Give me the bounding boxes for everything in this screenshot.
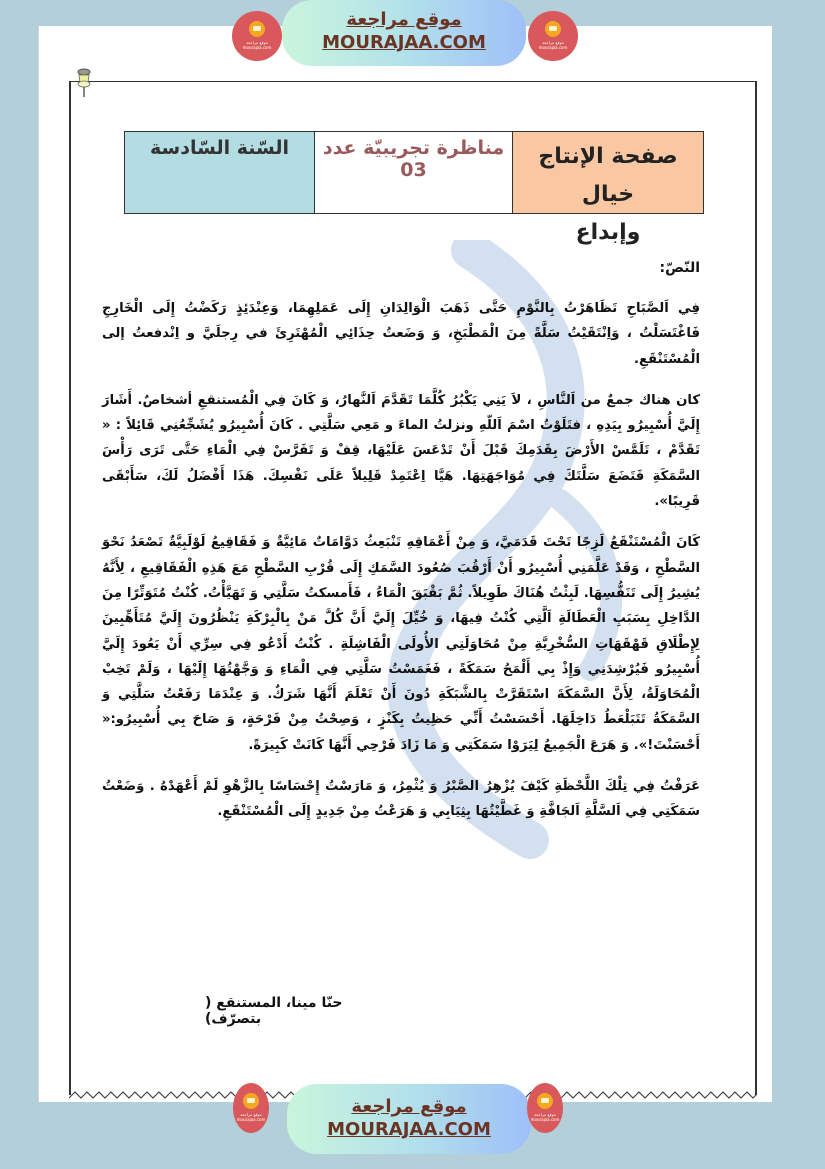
subject-cell — [512, 132, 703, 245]
paragraph-2: كان هناك جمعٌ من اَلنَّاسِ ، لاَ يَنِي يَكْبُرُ كُلَّمَا تَقَدَّمَ اَلنَّهارُ، وَ كَانَ فِي الْمُستنقعِ أشخاصٌ. أَشَارَ إِلَيَّ أُسْبِيرُو بِيَدِهِ ، فتَلَوْتُ اسْمَ اَللّهِ ونزلتُ الماءَ و مَعِي سَلَّتِي . كَانَ أُسْبِيرُو يُشَجِّعُنِي قَائِلاً : « تَقَدَّمْ ، تَلَمَّسْ الأَرْضَ بِقَدَمِكَ قَبْلَ أَنْ تَدْعَسَ عَلَيْهَا، قِفْ وَ تَفَرَّسْ فِي الْمَاءِ حَتَّى تَرَى رَأْسَ السَّمَكَةِ فَتَضَعَ سَلَّتَكَ فِي مُوَاجَهَتِهَا. هَيَّا اِعْتَمِدْ قَلِيلاً عَلَى نَفْسِكَ. هَذَا أَفْضَلُ لَكَ، سَأَبْقَى قَرِيبًا». — [102, 392, 700, 510]
grade-cell — [125, 132, 314, 213]
subject-title-line1: صفحة الإنتاج خيال — [538, 144, 678, 207]
book-logo-icon — [243, 1093, 259, 1109]
paragraph-4: عَرَفْتُ فِي تِلْكَ اللَّحْظَةِ كَيْفَ يُزْهِرُ الصَّبْرُ وَ يُثْمِرُ، وَ مَارَسْتُ إِحْسَاسًا بِالزَّهْوِ لَمْ أَعْهَدْهُ . وَضَعْتُ سَمَكَتِي فِي اَلسَّلَّةِ اَلجَافَّةِ وَ غَطَّيْتُهَا بِثِيَابِي وَ هَرَعْتُ مِنْ جَدِيدٍ إِلَى الْمُسْتَنْقَعِ. — [102, 779, 700, 820]
logo-caption-en: mourajaa.com — [530, 1117, 560, 1122]
logo-caption-ar: موقع مراجعة — [542, 40, 564, 45]
page-edge — [38, 26, 39, 1102]
banner-arabic-link[interactable]: موقع مراجعة — [351, 1096, 467, 1117]
logo-caption-en: mourajaa.com — [538, 45, 568, 50]
logo-caption-ar: موقع مراجعة — [240, 1112, 262, 1117]
paragraph-1: فِي اَلصَّبَاحِ تَظَاهَرْتُ بِالنَّوْمِ حَتَّى ذَهَبَ الْوَالِدَانِ إِلَى عَمَلِهِمَا، وَعِنْدَئِذٍ رَكَضْتُ إِلَى الْخَارِجِ فَاغْتَسَلْتُ ، وَاِنْتَقَيْتُ سَلَّةً مِنَ الْمَطْبَخِ، وَ وَضَعتُ حِذَائِي الْمُهْتَرِئَ في رِجلَيَّ و اِنْدفعتُ إلى الْمُسْتَنْقَعِ. — [102, 301, 700, 367]
banner-domain-link[interactable]: MOURAJAA.COM — [327, 1119, 491, 1140]
site-logo-bottom-right[interactable] — [527, 1083, 563, 1133]
paragraph-3: كَانَ الْمُسْتَنْقَعُ لَزِجًا تَحْتَ قَدَمَيَّ، وَ مِنْ أَعْمَاقِهِ تَنْبَعِثُ دَوَّامَاتٌ مَائِيَّةٌ وَ فَقَاقِيعُ لَوْلَبِيَّةٌ تَصْعَدُ نَحْوَ السَّطْحِ ، وَقَدْ عَلَّمَنِي أُسْبِيرُو أَنْ أَرْقُبَ صُعُودَ السَّمَكِ إِلَى قُرْبِ السَّطْحِ مَعَ هَذِهِ الْفَقَاقِيعِ ، لِأَنَّهُ يُشِيرُ إِلَى تَنَفُّسِهَا. لَبِثْتُ هُنَاكَ طَوِيلاً. ثُمَّ بَقْبَقَ الْمَاءُ ، فَأَمسكتُ سَلَّتِي وَ تَهَيَّأْتُ. كُنْتُ مُتَوَتِّرًا مِنَ الدَّاخِلِ بِسَبَبِ الْعَطَالَةِ اَلَّتِي كُنْتُ فِيهَا، وَ خُيِّلَ إِلَيَّ أَنَّ كُلَّ مَنْ بِالْبِرْكَةِ يَنْظُرُونَ إِلَيَّ مُتَأَهِّبِينَ لِإِطْلَاقِ قَهْقَهَاتِ السُّخْرِيَّةِ مِنْ مُحَاوَلَتِي الأُولَى الْفَاشِلَةِ . كُنْتُ أَدْعُو فِي سِرِّي أَنْ يَعُودَ إِلَيَّ أُسْبِيرُو فَيُرْشِدَنِي وَإِذْ بِي أَلْمَحُ سَمَكَةً ، فَغَمَسْتُ سَلَّتِي فِي الْمَاءِ وَ وَجَّهْتُهَا إِلَيْهَا ، وَلَمْ تَخِبْ الْمُحَاوَلَةُ، لِأَنَّ السَّمَكَةَ اسْتَقَرَّتْ بِالشَّبَكَةِ دُونَ أَنْ تَعْلَمَ أَنَّهَا شَرَكٌ. وَ عِنْدَمَا رَفَعْتُ سَلَّتِي وَ السَّمَكَةُ تَتَبَلْعَطُ دَاخِلَهَا. أَحْسَسْتُ أَنِّي حَظِيتُ بِكَنْزٍ ، وَصِحْتُ مِنْ فَرْحَةٍ، وَ صَاحَ بِي أُسْبِيرُو:« أَحْسَنْتَ!». وَ هَرَعَ الْجَمِيعُ لِيَرَوْا سَمَكَتِي وَ مَا زَادَ فَرْحِي أَنَّهَا كَانَتْ كَبِيرَةً. — [102, 535, 700, 753]
logo-caption-en: mourajaa.com — [236, 1117, 266, 1122]
logo-caption-ar: موقع مراجعة — [246, 40, 268, 45]
site-banner-top[interactable] — [282, 0, 526, 66]
exam-title: مناظرة تجريبيّة عدد 03 — [322, 137, 505, 181]
document-body — [102, 260, 700, 841]
site-logo-right[interactable] — [528, 11, 578, 61]
book-logo-icon — [249, 21, 265, 37]
text-label: النّصّ: — [659, 260, 700, 276]
logo-caption-en: mourajaa.com — [242, 45, 272, 50]
pushpin-icon — [74, 68, 94, 100]
exam-header-table — [124, 131, 704, 245]
site-logo-left[interactable] — [232, 11, 282, 61]
book-logo-icon — [537, 1093, 553, 1109]
subject-title-line2: وإبداع — [575, 220, 641, 245]
grade-title: السّنة السّادسة — [150, 137, 289, 159]
site-banner-bottom[interactable] — [287, 1084, 531, 1154]
banner-domain-link[interactable]: MOURAJAA.COM — [322, 32, 486, 53]
exam-cell — [314, 132, 512, 213]
site-logo-bottom-left[interactable] — [233, 1083, 269, 1133]
book-logo-icon — [545, 21, 561, 37]
banner-arabic-link[interactable]: موقع مراجعة — [346, 9, 462, 30]
source-attribution: حنّا مينا، المستنقع ( بتصرّف) — [205, 995, 343, 1027]
logo-caption-ar: موقع مراجعة — [534, 1112, 556, 1117]
